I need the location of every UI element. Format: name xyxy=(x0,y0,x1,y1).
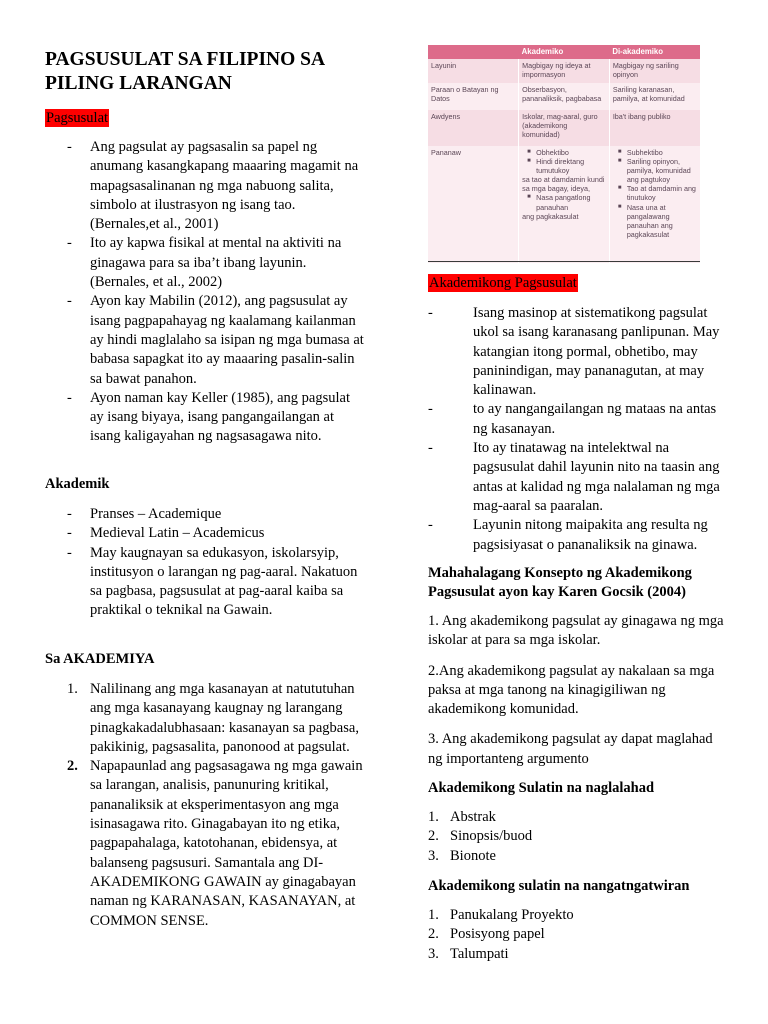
list-number: 1. xyxy=(428,907,439,923)
list-marker: - xyxy=(428,517,433,534)
table-row xyxy=(428,110,700,146)
list-item-text: Posisyong papel xyxy=(450,926,545,943)
akademik-list xyxy=(45,505,365,621)
table-cell: Iskolar, mag-aaral, guro (akademikong komunidad) xyxy=(519,110,610,146)
akademikong-pagsusulat-list xyxy=(428,304,726,555)
bullet-text: Nasa pangatlong panauhan xyxy=(536,193,591,212)
list-marker: - xyxy=(67,235,72,252)
list-item xyxy=(45,292,365,388)
list-number: 2. xyxy=(428,828,439,845)
table-row xyxy=(428,83,700,110)
bullet-icon: ■ xyxy=(527,149,531,155)
table-cell: Pananaw xyxy=(428,146,519,263)
list-item xyxy=(428,808,532,827)
list-item xyxy=(428,945,574,964)
list-item-text: Abstrak xyxy=(450,809,496,825)
bullet-icon: ■ xyxy=(617,203,622,210)
list-item-text: Nalilinang ang mga kasanayan at natututuhan ang mga kasanayang kaugnay ng larangang pinagkakadalubhasaan: kasanayan sa pagbasa, pakikinig, pagsasalita, panonood at pagsulat. xyxy=(90,681,359,755)
list-item-text: Ito ay kapwa fisikal at mental na aktiviti na ginagawa para sa iba’t ibang layunin. (Bernales, et al., 2002) xyxy=(90,235,342,291)
list-item-text: to ay nangangailangan ng mataas na antas ng kasanayan. xyxy=(473,401,717,437)
table-cell: Obserbasyon, pananaliksik, pagbabasa xyxy=(519,83,610,110)
list-item-text: Isang masinop at sistematikong pagsulat ukol sa isang karanasang panlipunan. May katangian itong pormal, obhetibo, may paninindigan, may pananagutan, at may kalinawan. xyxy=(473,305,720,399)
list-marker: - xyxy=(67,544,72,561)
table-cell xyxy=(609,146,700,263)
list-item-text: Panukalang Proyekto xyxy=(450,907,574,923)
document-title xyxy=(45,48,325,96)
list-item xyxy=(428,304,726,400)
list-item-text: Medieval Latin – Academicus xyxy=(90,525,265,542)
bullet-text: Tao at damdamin ang tinutukoy xyxy=(626,184,696,203)
list-item xyxy=(428,827,532,846)
title-line-1: PAGSUSULAT SA FILIPINO SA xyxy=(45,49,326,70)
list-item xyxy=(45,138,365,234)
list-number: 3. xyxy=(428,945,439,962)
list-item-text: Ito ay tinatawag na intelektwal na pagsusulat dahil layunin nito na taasin ang antas at kalidad ng mga nalalaman ng mga mag-aaral sa paaralan. xyxy=(473,440,720,514)
title-line-2: PILING LARANGAN xyxy=(45,73,232,94)
comparison-table-image xyxy=(428,45,700,262)
konsepto-item: 1. Ang akademikong pagsulat ay ginagawa ng mga iskolar at para sa mga iskolar. xyxy=(428,613,724,649)
list-item xyxy=(428,847,532,866)
list-item xyxy=(45,544,365,621)
list-marker: - xyxy=(67,139,72,155)
list-item xyxy=(428,439,726,516)
table-header-row xyxy=(428,45,700,59)
list-number: 3. xyxy=(428,847,439,864)
naglalahad-heading: Akademikong Sulatin na naglalahad xyxy=(428,780,655,796)
list-item xyxy=(428,906,574,925)
list-item xyxy=(45,389,365,447)
sa-akademiya-heading: Sa AKADEMIYA xyxy=(45,651,155,667)
table-cell: Magbigay ng sariling opinyon xyxy=(609,59,700,83)
akademikong-pagsusulat-heading: Akademikong Pagsusulat xyxy=(429,275,577,291)
table-row xyxy=(428,59,700,83)
bullet-text: Obhektibo xyxy=(536,148,569,157)
list-item-text: Ayon naman kay Keller (1985), ang pagsulat ay isang biyaya, isang pangangailangan at isang kaligayahan ng nagsasagawa nito. xyxy=(90,389,350,445)
nangangatwiran-heading: Akademikong sulatin na nangatngatwiran xyxy=(428,878,690,894)
list-item-text: Ayon kay Mabilin (2012), ang pagsusulat ay isang pagpapahayag ng kaalamang kailanman ay hindi maglalaho sa isipan ng mga bumasa at babasa sapagkat ito ay maaaring pasalin-salin sa bawat panahon. xyxy=(90,293,364,387)
bullet-text: Sariling opinyon, pamilya, komunidad ang pagtukoy xyxy=(626,157,691,185)
list-item-text: Talumpati xyxy=(450,945,509,962)
list-item xyxy=(45,680,367,757)
bullet-icon: ■ xyxy=(527,158,531,165)
list-item-text: Sinopsis/buod xyxy=(450,828,533,845)
list-number: 2. xyxy=(428,926,439,943)
list-item-text: Layunin nitong maipakita ang resulta ng pagsisiyasat o pananaliksik na ginawa. xyxy=(473,517,708,553)
list-item xyxy=(45,524,365,543)
list-item-text: Napapaunlad ang pagsasagawa ng mga gawain sa larangan, analisis, panunuring kritikal, pananaliksik at eksperimentasyon ang mga isinasagawa rito. Ginagabayan ito ng etika, pagpapahalaga, katotohanan, ebidensya, at balanseng pagsusuri. Samantala ang DI-AKADEMIKONG GAWAIN ay ginagabayan naman ng KARANASAN, KASANAYAN, at COMMON SENSE. xyxy=(90,758,363,929)
pagsusulat-heading: Pagsusulat xyxy=(46,110,109,126)
table-cell: Awdyens xyxy=(428,110,519,146)
list-item-text: Bionote xyxy=(450,847,496,864)
table-cell xyxy=(519,146,610,263)
table-header-cell: Akademiko xyxy=(519,45,610,59)
list-marker: - xyxy=(428,401,433,418)
table-header-cell xyxy=(428,45,519,59)
bullet-text: Hindi direktang tumutukoy xyxy=(536,157,585,176)
list-marker: - xyxy=(428,305,433,321)
list-marker: - xyxy=(67,389,72,406)
konsepto-list xyxy=(428,612,724,769)
table-header-cell: Di-akademiko xyxy=(609,45,700,59)
list-item xyxy=(45,234,365,292)
bullet-icon: ■ xyxy=(617,158,622,165)
list-item-text: Ang pagsulat ay pagsasalin sa papel ng anumang kasangkapang maaaring magamit na mapagsasalinanan ng mga nabuong salita, simbolo at ilustrasyon ng isang tao. (Bernales,et al., 2001) xyxy=(90,139,359,233)
cell-text: ang pagkakasulat xyxy=(522,211,579,221)
table-cell: Magbigay ng ideya at impormasyon xyxy=(519,59,610,83)
list-marker: - xyxy=(67,525,72,542)
konsepto-item: 2.Ang akademikong pagsulat ay nakalaan sa mga paksa at mga tanong na kinagigiliwan ng akademikong komunidad. xyxy=(428,662,715,718)
table-cell: Paraan o Batayan ng Datos xyxy=(428,83,519,110)
table-row xyxy=(428,146,700,263)
pagsusulat-list xyxy=(45,138,365,447)
list-item xyxy=(428,400,726,439)
list-marker: - xyxy=(428,440,433,457)
bullet-text: Subhektibo xyxy=(626,148,663,157)
table-cell: Iba't ibang publiko xyxy=(609,110,700,146)
table-bottom-rule xyxy=(428,261,700,262)
konsepto-heading: Mahahalagang Konsepto ng Akademikong Pagsusulat ayon kay Karen Gocsik (2004) xyxy=(428,565,692,600)
list-marker: - xyxy=(67,506,72,522)
list-item-text: May kaugnayan sa edukasyon, iskolarsyip, institusyon o larangan ng pag-aaral. Nakatuon sa pagbasa, pagsusulat at pag-aaral kaiba sa praktikal o teknikal na Gawain. xyxy=(90,544,358,619)
list-item xyxy=(45,505,365,524)
bullet-icon: ■ xyxy=(617,149,622,155)
akademik-heading: Akademik xyxy=(45,476,110,492)
list-marker: - xyxy=(67,293,72,310)
list-item xyxy=(428,925,574,944)
list-item xyxy=(45,757,367,931)
bullet-text: Nasa una at pangalawang panauhan ang pagkakasulat xyxy=(626,202,673,239)
table-cell: Sariling karanasan, pamilya, at komunidad xyxy=(609,83,700,110)
konsepto-item: 3. Ang akademikong pagsulat ay dapat maglahad ng importanteng argumento xyxy=(428,731,713,767)
table-cell: Layunin xyxy=(428,59,519,83)
list-number: 1. xyxy=(428,809,439,825)
bullet-icon: ■ xyxy=(527,194,531,201)
comparison-table xyxy=(428,45,700,263)
list-item-text: Pranses – Academique xyxy=(90,506,222,522)
list-item xyxy=(428,516,726,555)
naglalahad-list xyxy=(428,808,532,866)
list-number: 2. xyxy=(67,758,78,775)
nangangatwiran-list xyxy=(428,906,574,964)
bullet-icon: ■ xyxy=(617,185,622,192)
cell-text: sa tao at damdamin kundi sa mga bagay, ideya, xyxy=(522,175,605,194)
sa-akademiya-list xyxy=(45,680,367,931)
list-number: 1. xyxy=(67,681,78,697)
